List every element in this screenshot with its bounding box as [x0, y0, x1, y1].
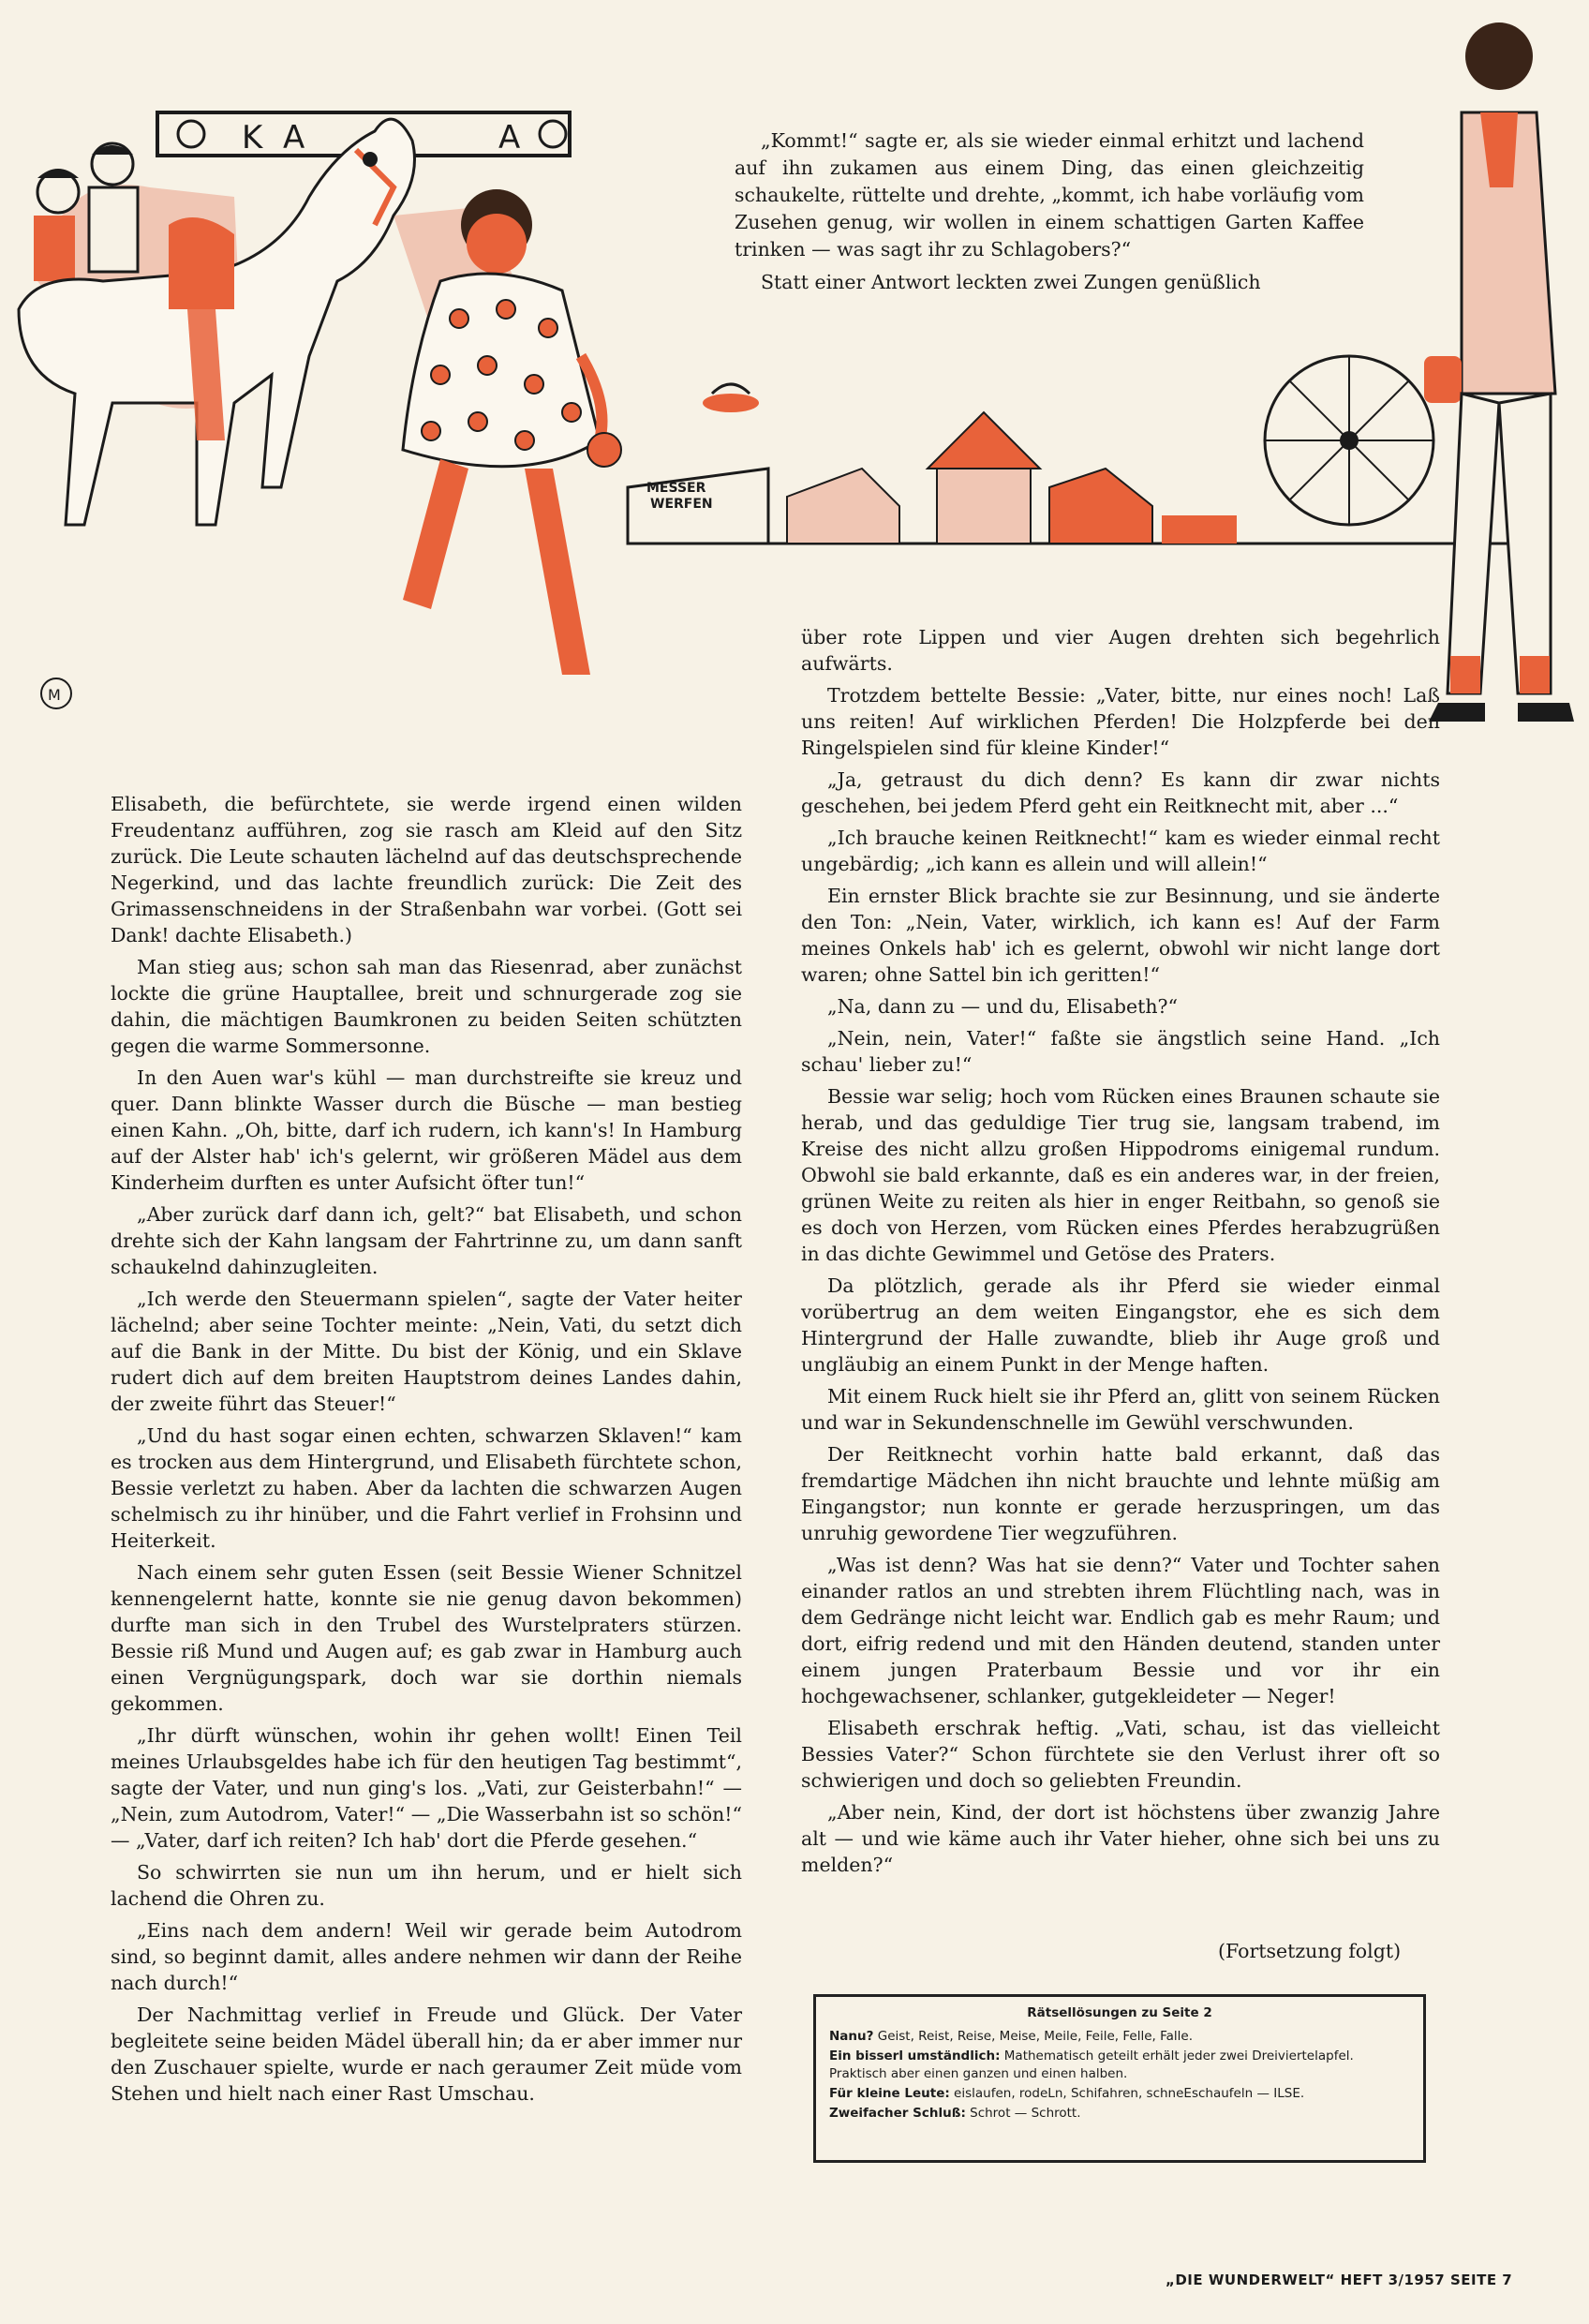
paragraph: Elisabeth erschrak heftig. „Vati, schau, ist das vielleicht Bessies Vater?“ Schon fürchtete sie den Verlust ihrer oft so schwierigen und doch so geliebten Freundin. [801, 1717, 1440, 1792]
fairground [628, 356, 1537, 544]
paragraph: „Eins nach dem andern! Weil wir gerade beim Autodrom sind, so beginnt damit, alles andere nehmen wir dann der Reihe nach durch!“ [111, 1919, 742, 1994]
page-footer: „DIE WUNDERWELT“ HEFT 3/1957 SEITE 7 [1166, 2272, 1513, 2288]
sign-letter-a2: A [498, 119, 521, 156]
standing-man [1424, 22, 1574, 722]
stand-sign-line2: WERFEN [650, 497, 713, 512]
artist-monogram [41, 678, 71, 708]
solution-label: Nanu? [829, 2029, 874, 2044]
paragraph: Der Reitknecht vorhin hatte bald erkannt, daß das fremdartige Mädchen ihn nicht brauchte und lehnte müßig am Eingangstor; nun konnte er gerade herzuspringen, um das unruhig gewordene Tier wegzuführen. [801, 1443, 1440, 1544]
stand-sign-line1: MESSER [646, 481, 706, 496]
left-text-column [111, 791, 742, 2112]
white-horse [19, 119, 415, 525]
paragraph: Statt einer Antwort leckten zwei Zungen genüßlich [761, 271, 1261, 293]
paragraph: Nach einem sehr guten Essen (seit Bessie Wiener Schnitzel kennengelernt hatte, konnte sie nie genug davon bekommen) durfte man sich in den Trubel des Wurstelpraters stürzen. Bessie riß Mund und Augen auf; es gab zwar in Hamburg auch einen Vergnügungspark, doch war sie dorthin niemals gekommen. [111, 1561, 742, 1715]
solutions-title: Rätsellösungen zu Seite 2 [1027, 2005, 1212, 2020]
paragraph: „Aber nein, Kind, der dort ist höchstens über zwanzig Jahre alt — und wie käme auch ihr Vater hieher, ohne sich bei uns zu melden?“ [801, 1801, 1440, 1876]
paragraph: „Und du hast sogar einen echten, schwarzen Sklaven!“ kam es trocken aus dem Hintergrund, und Elisabeth fürchtete schon, Bessie verletzt zu haben. Aber da lachten die schwarzen Augen schelmisch zu ihr hinüber, und die Fahrt verlief in Frohsinn und Heiterkeit. [111, 1424, 742, 1552]
paragraph: „Ich werde den Steuermann spielen“, sagte der Vater heiter lächelnd; aber seine Tochter meinte: „Nein, Vati, du setzt dich auf die Bank in der Mitte. Du bist der König, und ein Sklave rudert dich auf dem breiten Hauptstrom deines Landes dahin, der zweite führt das Steuer!“ [111, 1288, 742, 1415]
svg-text:M: M [48, 686, 61, 704]
solution-text: Mathematisch geteilt erhält jeder zwei Dreiviertelapfel. Praktisch aber einen ganzen und einen halben. [829, 2048, 1354, 2081]
paragraph: über rote Lippen und vier Augen drehten sich begehrlich aufwärts. [801, 626, 1440, 675]
solution-item [829, 2028, 1410, 2046]
paragraph: Bessie war selig; hoch vom Rücken eines Braunen schaute sie herab, und das geduldige Tier trug sie, langsam trabend, im Kreise des nicht allzu großen Hippodroms einigemal rundum. Obwohl sie bald erkannte, daß es ein anderes war, in der freien, grünen Weite zu reiten als hier in enger Reitbahn, so genoß sie es doch von Herzen, vom Rücken eines Pferdes herabzugrüßen in das dichte Gewimmel und Getöse des Praters. [801, 1085, 1440, 1265]
solution-item [829, 2048, 1410, 2083]
paragraph: „Nein, nein, Vater!“ faßte sie ängstlich seine Hand. „Ich schau' lieber zu!“ [801, 1027, 1440, 1076]
paragraph: „Was ist denn? Was hat sie denn?“ Vater und Tochter sahen einander ratlos an und strebten ihrem Flüchtling nach, was in dem Gedränge nicht leicht war. Endlich gab es mehr Raum; und dort, eifrig redend und mit den Händen deutend, standen unter einem jungen Praterbaum Bessie und vor ihr ein hochgewachsener, schlanker, gutgekleideter — Neger! [801, 1554, 1440, 1707]
continuation-note: (Fortsetzung folgt) [1218, 1940, 1402, 1962]
solution-label: Zweifacher Schluß: [829, 2106, 966, 2121]
paragraph: Trotzdem bettelte Bessie: „Vater, bitte, nur eines noch! Laß uns reiten! Auf wirklichen Pferden! Die Holzpferde bei den Ringelspielen sind für kleine Kinder!“ [801, 684, 1440, 759]
paragraph: „Ihr dürft wünschen, wohin ihr gehen wollt! Einen Teil meines Urlaubsgeldes habe ich für den heutigen Tag bestimmt“, sagte der Vater, und nun ging's los. „Vati, zur Geisterbahn!“ — „Nein, zum Autodrom, Vater!“ — „Die Wasserbahn ist so schön!“ — „Vater, darf ich reiten? Ich hab' dort die Pferde gesehen.“ [111, 1724, 742, 1852]
right-text-column [801, 624, 1440, 1884]
paragraph: „Na, dann zu — und du, Elisabeth?“ [827, 995, 1179, 1018]
solution-label: Ein bisserl umständlich: [829, 2048, 1001, 2063]
paragraph: So schwirrten sie nun um ihn herum, und er hielt sich lachend die Ohren zu. [111, 1861, 742, 1910]
paragraph: Elisabeth, die befürchtete, sie werde irgend einen wilden Freudentanz aufführen, zog sie rasch am Kleid auf den Sitz zurück. Die Leute schauten lächelnd auf das deutschsprechende Negerkind, und das lachte freundlich zurück: Die Zeit des Grimassenschneidens in der Straßenbahn war vorbei. (Gott sei Dank! dachte Elisabeth.) [111, 793, 742, 946]
solution-text: Schrot — Schrott. [965, 2106, 1081, 2121]
solution-text: eislaufen, rodeLn, Schifahren, schneEschaufeln — ILSE. [949, 2086, 1305, 2101]
paragraph: „Ich brauche keinen Reitknecht!“ kam es wieder einmal recht ungebärdig; „ich kann es allein und will allein!“ [801, 827, 1440, 875]
paragraph: Ein ernster Blick brachte sie zur Besinnung, und sie änderte den Ton: „Nein, Vater, wirklich, ich kann es! Auf der Farm meines Onkels hab' ich es gelernt, obwohl wir nicht lange dort waren; ohne Sattel bin ich geritten!“ [801, 885, 1440, 986]
paragraph: Mit einem Ruck hielt sie ihr Pferd an, glitt von seinem Rücken und war in Sekundenschnelle im Gewühl verschwunden. [801, 1385, 1440, 1434]
puzzle-solutions-box [813, 1994, 1426, 2163]
paragraph: „Aber zurück darf dann ich, gelt?“ bat Elisabeth, und schon drehte sich der Kahn langsam der Fahrtrinne zu, um dann sanft schaukelnd dahinzugleiten. [111, 1203, 742, 1278]
solution-item [829, 2105, 1410, 2123]
solution-item [829, 2085, 1410, 2103]
solution-label: Für kleine Leute: [829, 2086, 950, 2101]
paragraph: Der Nachmittag verlief in Freude und Glück. Der Vater begleitete seine beiden Mädel überall hin; da er aber immer nur den Zuschauer spielte, wurde er nach geraumer Zeit müde vom Stehen und hielt nach einer Rast Umschau. [111, 2004, 742, 2105]
sign-letter-k: K [242, 119, 263, 156]
solution-text: Geist, Reist, Reise, Meise, Meile, Feile, Felle, Falle. [873, 2029, 1193, 2044]
top-text-column [735, 127, 1364, 302]
paragraph: „Ja, getraust du dich denn? Es kann dir zwar nichts geschehen, bei jedem Pferd geht ein Reitknecht mit, aber ...“ [801, 768, 1440, 817]
paragraph: Da plötzlich, gerade als ihr Pferd sie wieder einmal vorübertrug an dem weiten Eingangstor, ehe es sich dem Hintergrund der Halle zuwandte, blieb ihr Auge groß und ungläubig an einem Punkt in der Menge haften. [801, 1274, 1440, 1376]
paragraph: Man stieg aus; schon sah man das Riesenrad, aber zunächst lockte die grüne Hauptallee, breit und schnurgerade zog sie dahin, die mächtigen Baumkronen zu beiden Seiten schützten gegen die warme Sommersonne. [111, 956, 742, 1057]
sign-letter-a1: A [283, 119, 305, 156]
paragraph: „Kommt!“ sagte er, als sie wieder einmal erhitzt und lachend auf ihn zukamen aus einem Ding, das einen gleichzeitig schaukelte, rüttelte und drehte, „kommt, ich habe vorläufig vom Zusehen genug, wir wollen in einem schattigen Garten Kaffee trinken — was sagt ihr zu Schlagobers?“ [735, 129, 1364, 261]
paragraph: In den Auen war's kühl — man durchstreifte sie kreuz und quer. Dann blinkte Wasser durch die Büsche — man bestieg einen Kahn. „Oh, bitte, darf ich rudern, ich kann's! In Hamburg auf der Alster hab' ich's gelernt, wir größeren Mädel aus dem Kinderheim durften es unter Aufsicht öfter tun!“ [111, 1066, 742, 1194]
